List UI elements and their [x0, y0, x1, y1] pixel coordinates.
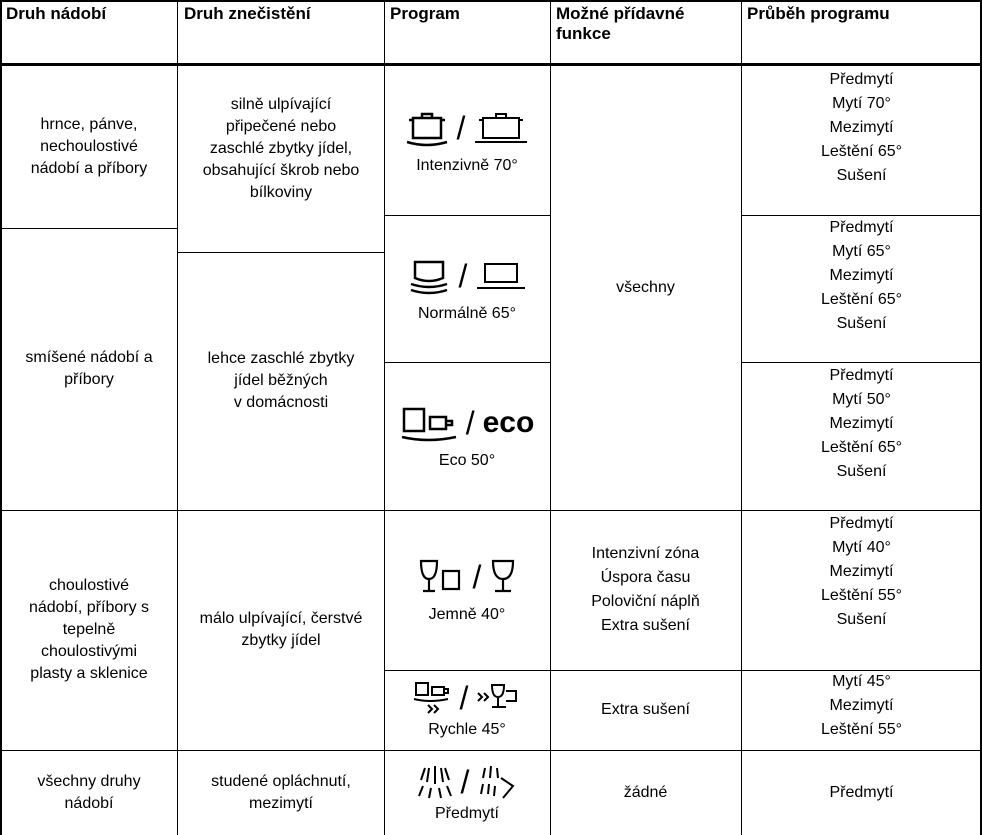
step: Předmytí: [829, 783, 894, 801]
row-divider: [0, 510, 982, 511]
program-intensive: [384, 66, 550, 216]
icon-separator: /: [465, 405, 475, 441]
bowl-outline-icon: [475, 256, 527, 296]
cup-plate-icon: [400, 403, 458, 443]
program-name: Eco 50°: [438, 452, 496, 469]
glass-icon: [489, 557, 517, 597]
table-border: [0, 0, 2, 835]
step: Mezimytí: [829, 415, 894, 432]
step: Mytí 40°: [832, 539, 891, 556]
program-normal: [384, 216, 550, 362]
program-eco: [384, 362, 550, 510]
options-cell: [550, 510, 741, 670]
spray-icon: [417, 764, 453, 800]
step: Sušení: [836, 463, 887, 480]
program-icons: [405, 106, 530, 150]
pot-outline-icon: [473, 108, 529, 148]
program-quick: [384, 670, 550, 750]
row-divider: [741, 215, 982, 216]
options-cell: [550, 66, 741, 510]
row-divider: [178, 252, 384, 253]
program-icons: [412, 680, 523, 716]
step: Mezimytí: [829, 563, 894, 580]
step: Sušení: [836, 315, 887, 332]
program-course-cell: [741, 512, 982, 670]
header-divider: [0, 63, 982, 66]
row-divider: [384, 215, 550, 216]
dish-type-text: hrnce, pánve, nechoulostivé nádobí a příbory: [30, 116, 148, 177]
step: Mytí 65°: [832, 243, 891, 260]
program-gentle: [384, 510, 550, 670]
step: Mytí 45°: [832, 673, 891, 690]
quick-cup-icon: [412, 681, 452, 715]
options-cell: [550, 670, 741, 750]
step: Předmytí: [829, 515, 894, 532]
row-divider: [384, 362, 550, 363]
program-icons: [400, 401, 535, 445]
program-name: Jemně 40°: [428, 606, 506, 623]
soiling-text: silně ulpívající připečené nebo zaschlé zbytky jídel, obsahující škrob nebo bílkoviny: [202, 96, 360, 201]
program-icons: [407, 254, 528, 298]
row-divider: [0, 750, 982, 751]
bowl-icon: [407, 256, 451, 296]
program-course-cell: [741, 750, 982, 835]
soiling-cell: [178, 66, 384, 252]
step: Leštění 65°: [820, 143, 903, 160]
program-course-cell: [741, 364, 982, 510]
dish-type-cell: [0, 228, 178, 510]
step: Mezimytí: [829, 267, 894, 284]
step: Mytí 50°: [832, 391, 891, 408]
options-text: Intenzivní zóna Úspora času Poloviční náplň Extra sušení: [591, 545, 700, 634]
soiling-cell: [178, 510, 384, 750]
header-extra-functions-text: Možné přídavné funkce: [556, 4, 685, 43]
program-icons: [417, 762, 518, 802]
dish-type-cell: [0, 66, 178, 228]
icon-separator: /: [456, 110, 466, 146]
icon-separator: /: [472, 559, 482, 595]
program-name: Předmytí: [434, 804, 499, 822]
program-course-cell: [741, 68, 982, 208]
dish-type-cell: [0, 510, 178, 750]
row-divider: [0, 228, 178, 229]
options-text: všechny: [616, 279, 675, 296]
dish-type-text: smíšené nádobí a příbory: [25, 349, 153, 388]
step: Mezimytí: [829, 119, 894, 136]
table-border: [0, 0, 982, 2]
dish-type-cell: [0, 750, 178, 835]
step: Leštění 65°: [820, 439, 903, 456]
program-course-cell: [741, 216, 982, 362]
pot-icon: [405, 108, 449, 148]
program-course-cell: [741, 670, 982, 750]
row-divider: [741, 362, 982, 363]
quick-glass-icon: [476, 681, 522, 715]
step: Mezimytí: [829, 697, 894, 714]
step: Sušení: [836, 167, 887, 184]
row-divider: [384, 670, 982, 671]
step: Sušení: [836, 611, 887, 628]
header-program: Program: [390, 4, 460, 23]
step: Mytí 70°: [832, 95, 891, 112]
icon-separator: /: [459, 680, 469, 716]
eco-label: eco: [482, 406, 535, 439]
column-divider: [384, 0, 385, 835]
icon-separator: /: [460, 763, 470, 800]
glass-cup-icon: [417, 557, 465, 597]
column-divider: [550, 0, 551, 835]
header-soiling-type: Druh znečistění: [184, 4, 311, 23]
header-dish-type: Druh nádobí: [6, 4, 107, 23]
options-text: Extra sušení: [601, 701, 690, 718]
step: Předmytí: [829, 71, 894, 88]
dish-type-text: choulostivé nádobí, příbory s tepelně choulostivými plasty a sklenice: [28, 577, 150, 682]
step: Předmytí: [829, 219, 894, 236]
header-program-course: Průběh programu: [747, 4, 890, 23]
soiling-text: studené opláchnutí, mezimytí: [211, 772, 351, 812]
program-name: Intenzivně 70°: [416, 157, 518, 174]
step: Předmytí: [829, 367, 894, 384]
program-icons: [417, 555, 518, 599]
step: Leštění 65°: [820, 291, 903, 308]
program-name: Rychle 45°: [428, 721, 506, 738]
step: Leštění 55°: [820, 587, 903, 604]
step: Leštění 55°: [820, 721, 903, 738]
soiling-text: lehce zaschlé zbytky jídel běžných v domácnosti: [207, 350, 355, 411]
spray-dish-icon: [477, 764, 517, 800]
header-extra-functions: [550, 0, 741, 64]
options-text: žádné: [623, 783, 668, 801]
program-prewash: [384, 750, 550, 835]
options-cell: [550, 750, 741, 835]
dish-type-text: všechny druhy nádobí: [37, 772, 141, 812]
icon-separator: /: [458, 258, 468, 294]
soiling-text: málo ulpívající, čerstvé zbytky jídel: [199, 610, 363, 649]
soiling-cell: [178, 750, 384, 835]
column-divider: [177, 0, 178, 835]
program-name: Normálně 65°: [418, 305, 516, 322]
column-divider: [741, 0, 742, 835]
soiling-cell: [178, 252, 384, 510]
